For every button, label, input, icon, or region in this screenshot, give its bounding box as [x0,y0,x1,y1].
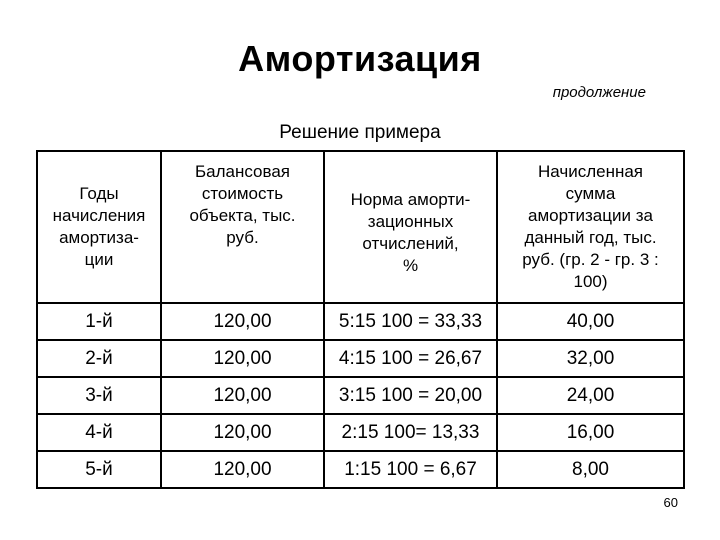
cell-rate: 4:15 100 = 26,67 [324,340,497,377]
slide-title: Амортизация [238,38,482,79]
header-years [37,151,161,303]
cell-accrued-amount: 8,00 [497,451,684,488]
cell-book-value: 120,00 [161,303,324,340]
cell-rate: 3:15 100 = 20,00 [324,377,497,414]
table-row [37,340,684,377]
page-number: 60 [663,495,678,510]
cell-book-value: 120,00 [161,414,324,451]
header-years-label: Годы начисления амортиза- ции [52,183,146,270]
header-rate [324,151,497,303]
cell-accrued-amount: 40,00 [497,303,684,340]
header-accrued-amount [497,151,684,303]
continued-label: продолжение [552,84,646,101]
header-rate-label: Норма аморти- зационных отчислений, % [350,189,471,276]
cell-year: 1-й [37,303,161,340]
cell-year: 4-й [37,414,161,451]
cell-book-value: 120,00 [161,340,324,377]
cell-rate: 5:15 100 = 33,33 [324,303,497,340]
cell-book-value: 120,00 [161,451,324,488]
header-book-value [161,151,324,303]
table-row [37,414,684,451]
cell-year: 5-й [37,451,161,488]
cell-accrued-amount: 16,00 [497,414,684,451]
cell-year: 3-й [37,377,161,414]
header-accrued-amount-label: Начисленная сумма амортизации за данный год, тыс. руб. (гр. 2 - гр. 3 : 100) [522,161,659,292]
cell-year: 2-й [37,340,161,377]
table-row [37,303,684,340]
slide-subtitle: Решение примера [279,122,441,143]
table-header-row [37,151,684,303]
table-row [37,377,684,414]
table-row [37,451,684,488]
cell-book-value: 120,00 [161,377,324,414]
cell-rate: 1:15 100 = 6,67 [324,451,497,488]
amortization-table [36,150,685,489]
header-book-value-label: Балансовая стоимость объекта, тыс. руб. [189,161,296,248]
cell-accrued-amount: 32,00 [497,340,684,377]
cell-rate: 2:15 100= 13,33 [324,414,497,451]
cell-accrued-amount: 24,00 [497,377,684,414]
